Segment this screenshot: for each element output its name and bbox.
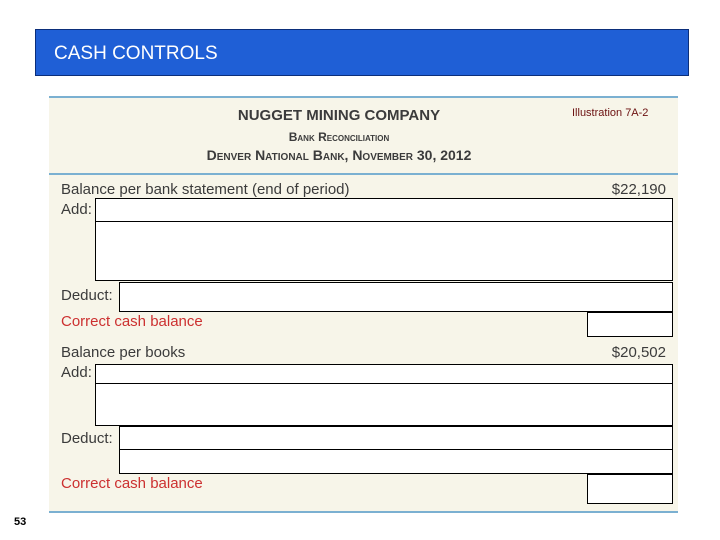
- book-balance-label: Balance per books: [61, 344, 186, 361]
- slide-title: CASH CONTROLS: [35, 29, 689, 76]
- book-deduct-label: Deduct:: [61, 430, 113, 447]
- bank-add-item-2-box: [95, 221, 673, 281]
- book-add-item-2-box: [95, 383, 673, 426]
- report-title: Bank Reconciliation: [288, 130, 390, 144]
- bank-deduct-box: [119, 282, 673, 312]
- bank-correct-balance-box: [587, 312, 673, 337]
- book-add-item-1-box: [95, 364, 673, 384]
- book-add-label: Add:: [61, 364, 92, 381]
- book-balance-amount: $20,502: [611, 344, 666, 361]
- bank-add-label: Add:: [61, 201, 92, 218]
- bank-add-item-1-box: [95, 198, 673, 222]
- bank-balance-amount: $22,190: [611, 181, 666, 198]
- illustration-label: Illustration 7A-2: [572, 107, 649, 119]
- bank-and-date: Denver National Bank, November 30, 2012: [206, 147, 472, 163]
- company-name: NUGGET MINING COMPANY: [237, 107, 441, 124]
- book-correct-balance-box: [587, 474, 673, 504]
- book-correct-balance-label: Correct cash balance: [61, 475, 203, 492]
- page-number: 53: [14, 516, 27, 528]
- bank-balance-label: Balance per bank statement (end of period): [61, 181, 350, 198]
- book-deduct-item-1-box: [119, 426, 673, 450]
- book-deduct-item-2-box: [119, 449, 673, 474]
- bank-deduct-label: Deduct:: [61, 287, 113, 304]
- heading-divider: [49, 173, 678, 175]
- bank-correct-balance-label: Correct cash balance: [61, 313, 203, 330]
